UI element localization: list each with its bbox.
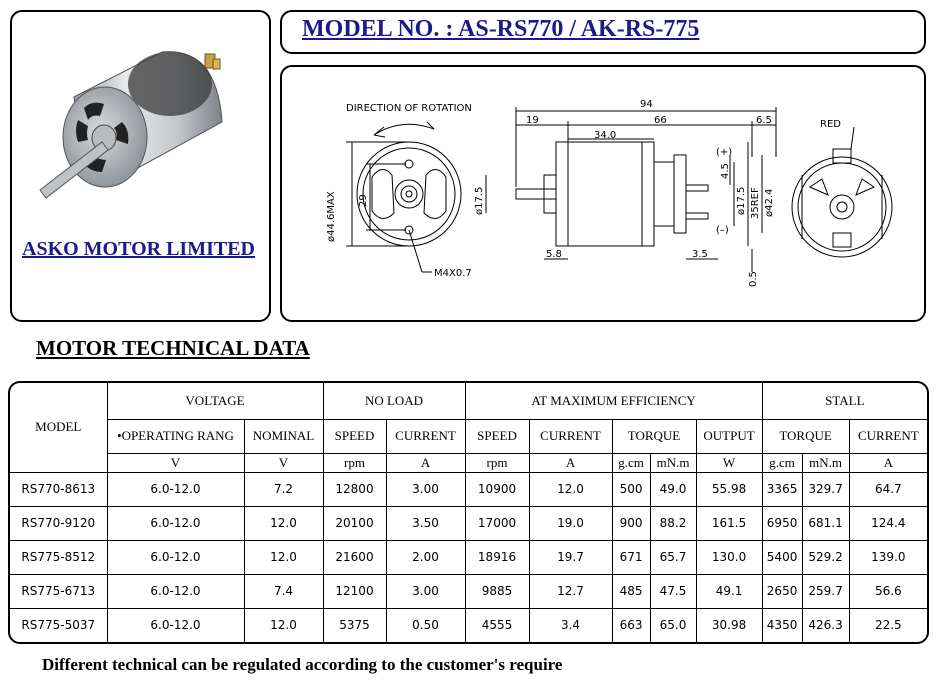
model-number-panel (280, 10, 926, 54)
header-voltage: VOLTAGE (107, 383, 323, 419)
header-maxeff-speed: SPEED (465, 419, 529, 453)
model-title: MODEL NO. : AS-RS770 / AK-RS-775 (302, 16, 700, 42)
header-model: MODEL (10, 383, 107, 472)
data-cell: 130.0 (696, 540, 762, 574)
model-cell: RS770-9120 (10, 506, 107, 540)
dim-29: 29 (358, 194, 369, 207)
data-cell: 12.0 (244, 608, 323, 642)
header-stall-current: CURRENT (849, 419, 927, 453)
header-noload-speed: SPEED (323, 419, 386, 453)
company-name: ASKO MOTOR LIMITED (22, 238, 255, 260)
data-cell: 55.98 (696, 472, 762, 506)
dim-19: 19 (526, 115, 539, 126)
data-cell: 12.0 (244, 506, 323, 540)
table-row (10, 540, 927, 574)
data-cell: 529.2 (802, 540, 849, 574)
header-stall-torque: TORQUE (762, 419, 849, 453)
data-cell: 124.4 (849, 506, 927, 540)
minus-terminal: (–) (716, 225, 729, 236)
data-cell: 12800 (323, 472, 386, 506)
data-cell: 6.0-12.0 (107, 506, 244, 540)
data-cell: 4350 (762, 608, 802, 642)
data-cell: 663 (612, 608, 650, 642)
dim-3-5: 3.5 (692, 249, 708, 260)
motor-photo-panel (10, 10, 271, 322)
header-maxeff-output: OUTPUT (696, 419, 762, 453)
footer-note: Different technical can be regulated according to the customer's require (42, 655, 563, 674)
data-cell: 12.0 (529, 472, 612, 506)
header-no-load: NO LOAD (323, 383, 465, 419)
data-cell: 259.7 (802, 574, 849, 608)
unit-cell: V (107, 453, 244, 472)
data-cell: 0.50 (386, 608, 465, 642)
header-maxeff-current: CURRENT (529, 419, 612, 453)
data-cell: 12.0 (244, 540, 323, 574)
data-cell: 2650 (762, 574, 802, 608)
data-cell: 3.00 (386, 472, 465, 506)
dim-dia-17-right: ø17.5 (736, 186, 747, 215)
dim-dia-17-left: ø17.5 (474, 186, 485, 215)
data-cell: 6.0-12.0 (107, 608, 244, 642)
dim-6-5: 6.5 (756, 115, 772, 126)
data-cell: 56.6 (849, 574, 927, 608)
data-cell: 18916 (465, 540, 529, 574)
data-cell: 65.7 (650, 540, 696, 574)
data-cell: 6950 (762, 506, 802, 540)
data-cell: 139.0 (849, 540, 927, 574)
table-row (10, 608, 927, 642)
data-cell: 21600 (323, 540, 386, 574)
table-row (10, 574, 927, 608)
model-cell: RS775-6713 (10, 574, 107, 608)
data-cell: 4555 (465, 608, 529, 642)
data-cell: 20100 (323, 506, 386, 540)
dim-4-5: 4.5 (720, 163, 731, 179)
unit-cell: V (244, 453, 323, 472)
technical-drawing-panel (280, 65, 926, 322)
data-cell: 12100 (323, 574, 386, 608)
data-cell: 6.0-12.0 (107, 574, 244, 608)
data-cell: 19.7 (529, 540, 612, 574)
data-cell: 500 (612, 472, 650, 506)
data-cell: 6.0-12.0 (107, 472, 244, 506)
direction-label: DIRECTION OF ROTATION (346, 103, 472, 114)
header-operating-range: •OPERATING RANG (107, 419, 244, 453)
technical-drawing (282, 67, 924, 320)
unit-cell: A (386, 453, 465, 472)
data-cell: 5375 (323, 608, 386, 642)
dim-66: 66 (654, 115, 667, 126)
table-row (10, 506, 927, 540)
unit-cell: mN.m (650, 453, 696, 472)
dim-total: 94 (640, 99, 653, 110)
plus-terminal: (+) (716, 147, 733, 158)
header-maxeff-torque: TORQUE (612, 419, 696, 453)
section-title: MOTOR TECHNICAL DATA (36, 336, 310, 360)
data-cell: 7.2 (244, 472, 323, 506)
dim-34: 34.0 (594, 130, 617, 141)
data-cell: 5400 (762, 540, 802, 574)
data-cell: 900 (612, 506, 650, 540)
data-cell: 19.0 (529, 506, 612, 540)
data-cell: 3.4 (529, 608, 612, 642)
data-cell: 681.1 (802, 506, 849, 540)
data-cell: 329.7 (802, 472, 849, 506)
header-max-efficiency: AT MAXIMUM EFFICIENCY (465, 383, 762, 419)
header-nominal: NOMINAL (244, 419, 323, 453)
screw-label: M4X0.7 (434, 268, 472, 279)
motor-photo (12, 12, 269, 227)
data-cell: 485 (612, 574, 650, 608)
data-cell: 3365 (762, 472, 802, 506)
data-cell: 671 (612, 540, 650, 574)
model-cell: RS770-8613 (10, 472, 107, 506)
data-cell: 161.5 (696, 506, 762, 540)
dim-35-ref: 35REF (750, 187, 761, 219)
data-cell: 12.7 (529, 574, 612, 608)
data-cell: 65.0 (650, 608, 696, 642)
data-cell: 22.5 (849, 608, 927, 642)
dim-5-8: 5.8 (546, 249, 562, 260)
data-cell: 9885 (465, 574, 529, 608)
dim-dia-44: ø44.6MAX (326, 191, 337, 242)
unit-cell: g.cm (762, 453, 802, 472)
unit-cell: A (529, 453, 612, 472)
data-cell: 426.3 (802, 608, 849, 642)
unit-cell: rpm (465, 453, 529, 472)
data-cell: 3.50 (386, 506, 465, 540)
data-cell: 30.98 (696, 608, 762, 642)
model-cell: RS775-5037 (10, 608, 107, 642)
unit-cell: W (696, 453, 762, 472)
dim-0-5: 0.5 (748, 271, 759, 287)
data-cell: 17000 (465, 506, 529, 540)
data-cell: 64.7 (849, 472, 927, 506)
data-cell: 3.00 (386, 574, 465, 608)
data-cell: 6.0-12.0 (107, 540, 244, 574)
header-noload-current: CURRENT (386, 419, 465, 453)
data-cell: 47.5 (650, 574, 696, 608)
data-cell: 49.0 (650, 472, 696, 506)
red-wire-label: RED (820, 119, 841, 130)
data-cell: 88.2 (650, 506, 696, 540)
technical-data-table-panel (8, 381, 929, 644)
model-cell: RS775-8512 (10, 540, 107, 574)
data-cell: 2.00 (386, 540, 465, 574)
dim-dia-42: ø42.4 (764, 188, 775, 217)
unit-cell: A (849, 453, 927, 472)
unit-cell: g.cm (612, 453, 650, 472)
data-cell: 7.4 (244, 574, 323, 608)
data-cell: 49.1 (696, 574, 762, 608)
data-cell: 10900 (465, 472, 529, 506)
header-stall: STALL (762, 383, 927, 419)
table-row (10, 472, 927, 506)
unit-cell: mN.m (802, 453, 849, 472)
unit-cell: rpm (323, 453, 386, 472)
technical-data-table (10, 383, 927, 642)
